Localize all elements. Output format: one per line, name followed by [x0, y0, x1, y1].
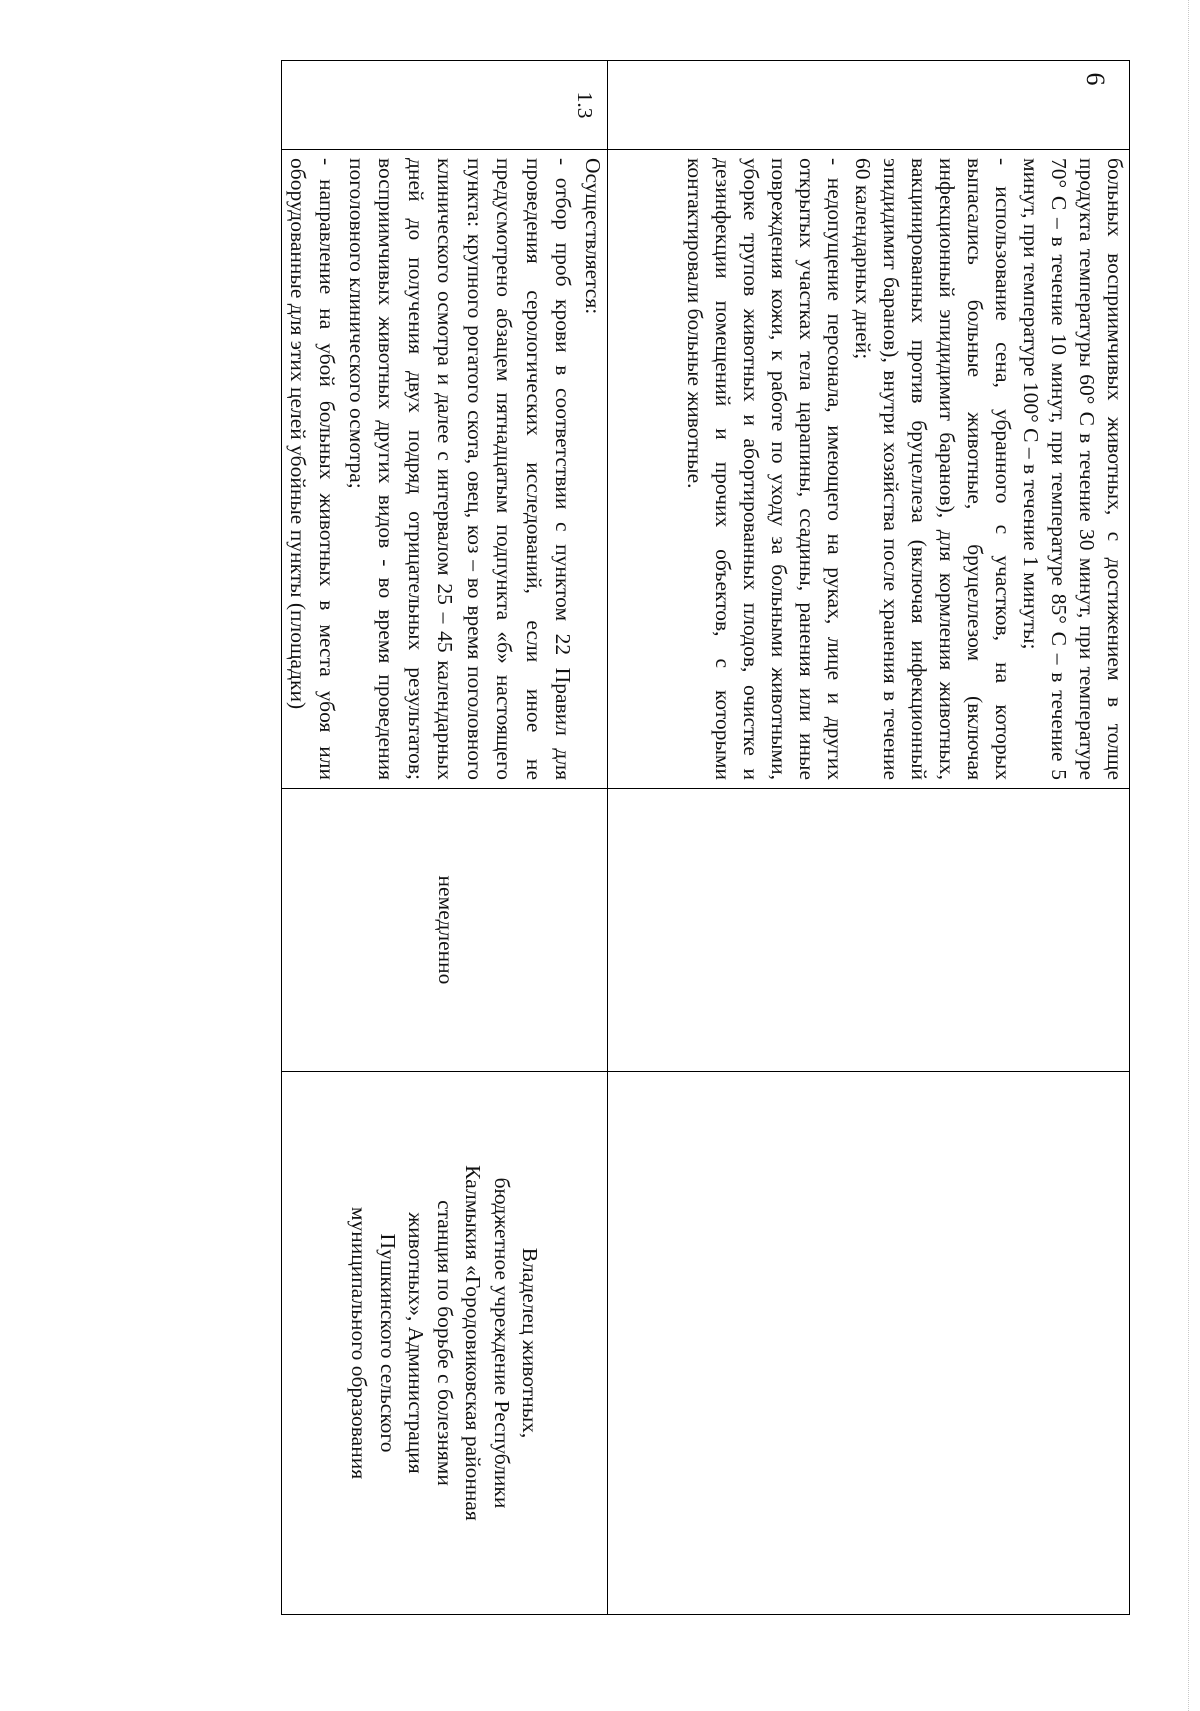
responsible-cell: [608, 1072, 1130, 1615]
measure-text-cell: [282, 150, 608, 789]
page-number: 6: [1081, 72, 1110, 86]
responsible-cell: [282, 1072, 608, 1615]
table-row-continued: [608, 61, 1130, 1615]
measure-paragraph: - недопущение персонала, имеющего на руках, лице и других открытых участках тела царапины, ссадины, ранения или иные повреждения кожи, к работе по уходу за больными животными, уборке трупов животных и абортированных плодов, очистке и дезинфекции помещений и прочих объектов, с которыми контактировали больные животные.: [683, 158, 847, 780]
row-number: 1.3: [573, 91, 597, 119]
table-row-1-3: [282, 61, 608, 1615]
responsible-parties: [345, 1072, 545, 1614]
measure-paragraph: - отбор проб крови в соответствии с пунктом 22 Правил для проведения серологических исследований, если иное не предусмотрено абзацем пятнадцатым подпункта «б» настоящего пункта: крупного рогатого скота, овец, коз – во время поголовного клинического осмотра и далее с интервалом 25 – 45 календарных дней до получения двух подряд отрицательных результатов; восприимчивых животных других видов - во время проведения поголовного клинического осмотра;: [345, 158, 576, 780]
measure-paragraph: больных восприимчивых животных, с достижением в толще продукта температуры 60° С в течение 30 минут, при температуре 70° С – в течение 10 минут, при температуре 85° С – в течение 5 минут, при температуре 100° С – в течение 1 минуты;: [1019, 158, 1127, 780]
measure-paragraph: Осуществляется:: [581, 158, 605, 315]
measure-text-cell: [608, 150, 1130, 789]
responsible-line: бюджетное учреждение Республики: [490, 1177, 514, 1509]
page-edge-line: [1188, 0, 1189, 1711]
responsible-line: Пушкинского сельского: [376, 1233, 400, 1453]
term-cell: [282, 789, 608, 1072]
term-text: немедленно: [433, 875, 458, 985]
responsible-line: муниципального образования: [347, 1206, 372, 1480]
responsible-line: станция по борьбе с болезнями: [433, 1200, 457, 1486]
measure-paragraph: - направление на убой больных животных в места убоя или оборудованные для этих целей убойные пункты (площадки): [286, 158, 340, 780]
measures-table: [282, 60, 1131, 1615]
term-cell: [608, 789, 1130, 1072]
rotated-table-container: [286, 60, 1130, 1610]
row-number-cell: [608, 61, 1130, 150]
responsible-line: Владелец животных,: [518, 1247, 543, 1439]
responsible-line: животных», Администрация: [404, 1212, 429, 1474]
responsible-line: Калмыкия «Городовиковская районная: [461, 1165, 486, 1521]
row-number: [1119, 61, 1129, 149]
row-number-cell: [282, 61, 608, 150]
measure-paragraph: - использование сена, убранного с участков, на которых выпасались больные животные, бруцеллезом (включая инфекционный эпидидимит баранов), для кормления животных, вакцинированных против бруцеллеза (включая инфекционный эпидидимит баранов), внутри хозяйства после хранения в течение 60 календарных дней;: [851, 158, 1015, 780]
